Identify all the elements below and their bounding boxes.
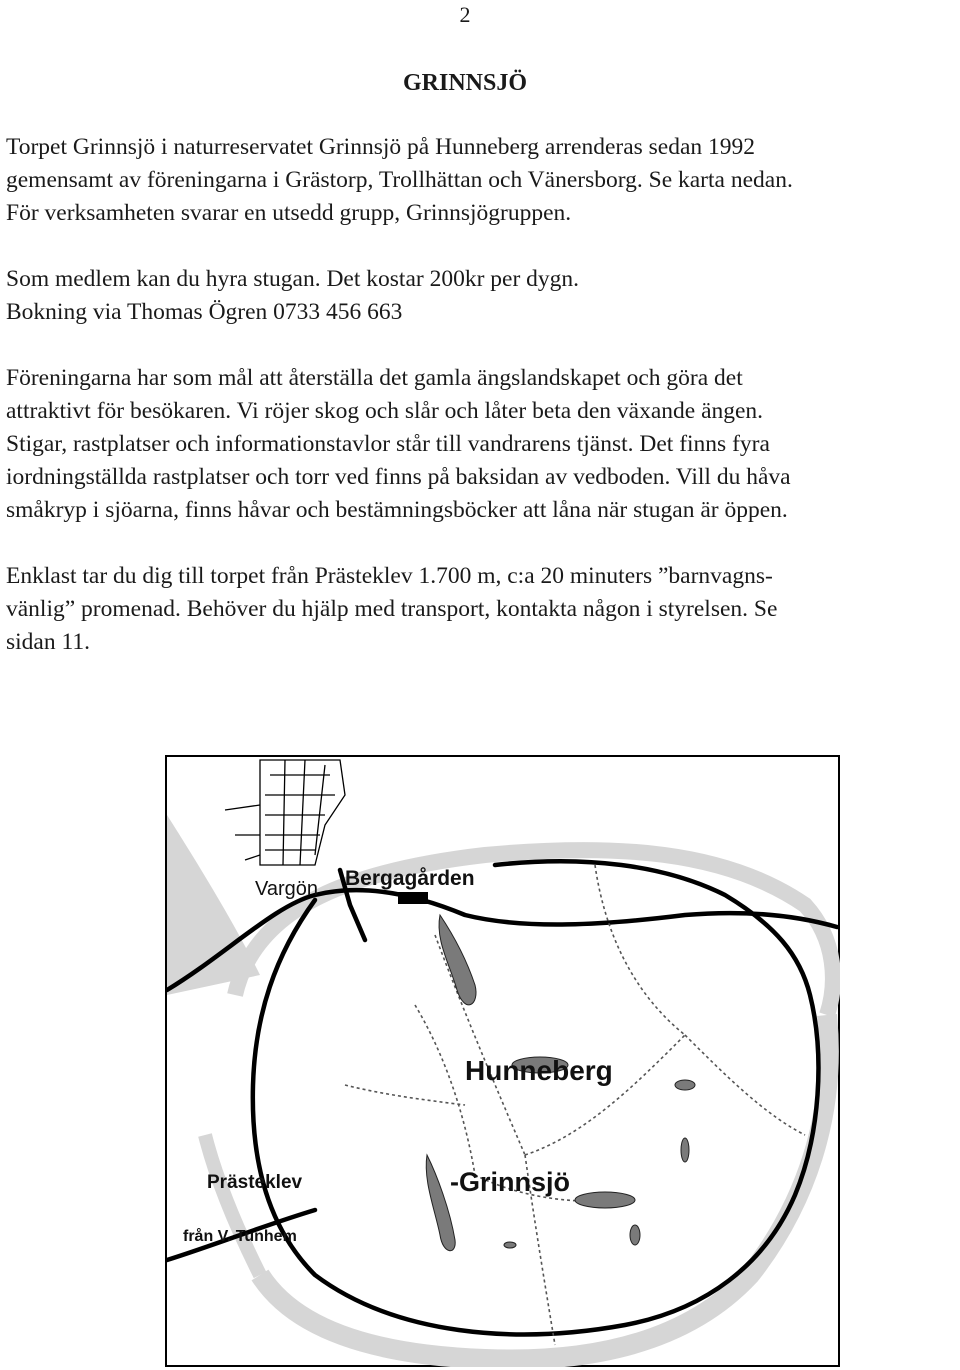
- page-number: 2: [459, 2, 471, 27]
- label-tunhem: från V. Tunhem: [183, 1228, 297, 1245]
- document-title: GRINNSJÖ: [402, 70, 528, 96]
- text-line: Föreningarna har som mål att återställa det gamla ängslandskapet och göra det: [6, 365, 743, 391]
- directions-paragraph: [6, 560, 951, 659]
- label-bergagarden: Bergagården: [345, 867, 475, 890]
- text-line: Som medlem kan du hyra stugan. Det kostar 200kr per dygn.: [6, 266, 580, 292]
- label-vargon: Vargön: [255, 878, 319, 900]
- label-hunneberg: Hunneberg: [465, 1055, 613, 1086]
- goals-paragraph: [6, 362, 951, 527]
- text-line: gemensamt av föreningarna i Grästorp, Trollhättan och Vänersborg. Se karta nedan.: [6, 167, 793, 193]
- text-line: Torpet Grinnsjö i naturreservatet Grinnsjö på Hunneberg arrenderas sedan 1992: [6, 134, 756, 160]
- bergagarden-marker: [398, 892, 428, 904]
- text-line: småkryp i sjöarna, finns håvar och bestämningsböcker att låna när stugan är öppen.: [6, 497, 788, 523]
- booking-paragraph: [6, 263, 951, 329]
- map-figure: [165, 755, 840, 1367]
- text-line: Bokning via Thomas Ögren 0733 456 663: [6, 299, 403, 325]
- text-line: iordningställda rastplatser och torr ved finns på baksidan av vedboden. Vill du håva: [6, 464, 791, 490]
- label-grinnsjo: -Grinnsjö: [450, 1167, 570, 1197]
- text-line: För verksamheten svarar en utsedd grupp, Grinnsjögruppen.: [6, 200, 572, 226]
- text-line: attraktivt för besökaren. Vi röjer skog och slår och låter beta den växande ängen.: [6, 398, 764, 424]
- text-line: Enklast tar du dig till torpet från Prästeklev 1.700 m, c:a 20 minuters ”barnvagns-: [6, 563, 773, 589]
- label-prasteklev: Prästeklev: [207, 1172, 303, 1193]
- text-line: vänlig” promenad. Behöver du hjälp med transport, kontakta någon i styrelsen. Se: [6, 596, 778, 622]
- text-line: sidan 11.: [6, 629, 90, 655]
- intro-paragraph: [6, 131, 951, 230]
- hunneberg-map: [165, 755, 840, 1367]
- text-line: Stigar, rastplatser och informationstavlor står till vandrarens tjänst. Det finns fyra: [6, 431, 770, 457]
